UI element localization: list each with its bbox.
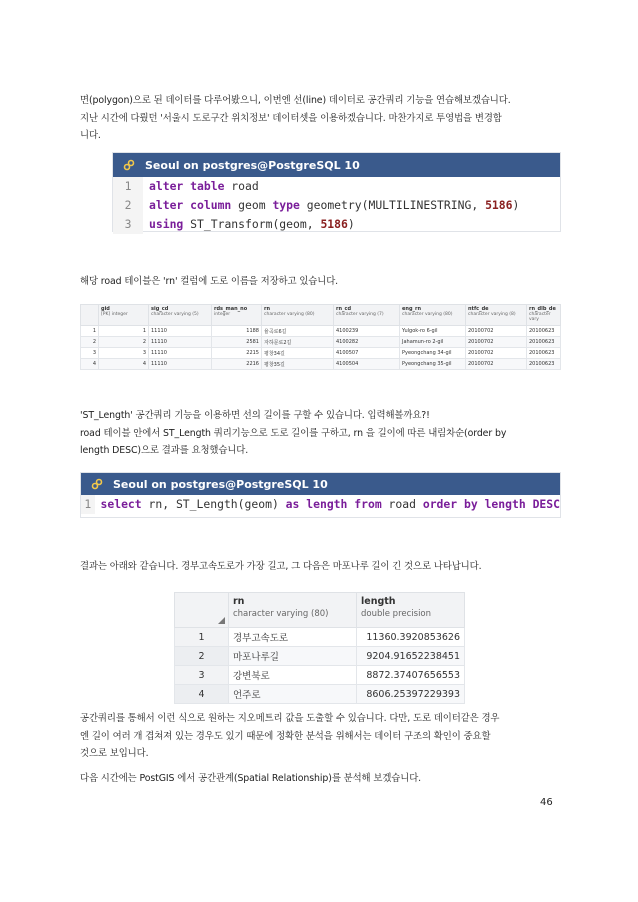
sql-editor-header-2 — [81, 473, 560, 495]
column-name: rn — [233, 596, 245, 607]
table-cell: 2216 — [212, 359, 262, 370]
connection-title: Seoul on postgres@PostgreSQL 10 — [145, 158, 360, 172]
sql-text: ) — [512, 198, 520, 212]
text-line: 결과는 아래와 같습니다. 경부고속도로가 가장 길고, 그 다음은 마포나루 길이 긴 것으로 나타납니다. — [80, 561, 482, 572]
result-data-grid — [174, 592, 464, 701]
column-name: ntfc_de — [468, 306, 489, 312]
table-cell: 1 — [99, 326, 149, 337]
line-number: 1 — [124, 179, 132, 193]
connection-title: Seoul on postgres@PostgreSQL 10 — [113, 477, 328, 491]
line-number-gutter — [81, 495, 95, 514]
table-cell: 4 — [81, 359, 99, 370]
sql-text: road — [381, 497, 423, 511]
column-name: rds_man_no — [214, 306, 248, 312]
table-cell: 20100623 — [527, 337, 561, 348]
column-name: eng_rn — [402, 306, 422, 312]
column-name: sig_cd — [151, 306, 169, 312]
table-cell: Jahamun-ro 2-gil — [400, 337, 466, 348]
column-name: rn_dlb_de — [529, 306, 556, 312]
text-line: 면(polygon)으로 된 데이터를 다루어봤으니, 이번엔 선(line) 데이터로 공간쿼리 기능을 연습해보겠습니다. — [80, 95, 511, 106]
text-line: 해당 road 테이블은 'rn' 컬럼에 도로 이름을 저장하고 있습니다. — [80, 276, 339, 287]
line-number-gutter — [113, 177, 143, 234]
sql-text: ST_Transform(geom, — [183, 217, 321, 231]
table-cell: 4 — [99, 359, 149, 370]
column-header — [229, 593, 357, 628]
table-cell: 2 — [99, 337, 149, 348]
table-cell: Pyeongchang 35-gil — [400, 359, 466, 370]
column-name: gid — [101, 306, 110, 312]
sql-number: 5186 — [320, 217, 348, 231]
table-row — [175, 685, 465, 704]
table-row — [175, 628, 465, 647]
column-type: character varying (80) — [402, 312, 453, 317]
text-line: 다음 시간에는 PostGIS 에서 공간관계(Spatial Relationship)를 분석해 보겠습니다. — [80, 773, 422, 784]
table-cell: 20100702 — [466, 326, 527, 337]
column-name: rn — [264, 306, 271, 312]
connection-icon — [81, 478, 113, 490]
table-cell: 11110 — [149, 348, 212, 359]
column-type: character varying (8) — [468, 312, 516, 317]
table-cell: 2215 — [212, 348, 262, 359]
row-number: 1 — [175, 628, 229, 647]
next-topic-paragraph — [80, 770, 560, 788]
column-type: character varying (80) — [264, 312, 315, 317]
sql-keyword: alter column — [149, 198, 232, 212]
table-cell: 2581 — [212, 337, 262, 348]
row-number: 4 — [175, 685, 229, 704]
code-line — [149, 215, 519, 234]
table-cell: 4100507 — [334, 348, 400, 359]
table-row — [175, 647, 465, 666]
table-cell: 평창35길 — [262, 359, 334, 370]
length-cell: 8606.25397229393 — [357, 685, 465, 704]
table-cell: 20100623 — [527, 326, 561, 337]
column-header — [149, 305, 212, 326]
sql-text: geom — [231, 198, 273, 212]
text-line: length DESC)으로 결과를 요청했습니다. — [80, 445, 249, 457]
road-name-cell: 경부고속도로 — [229, 628, 357, 647]
road-name-cell: 언주로 — [229, 685, 357, 704]
table-cell: Yulgok-ro 6-gil — [400, 326, 466, 337]
text-line: road 테이블 안에서 ST_Length 쿼리기능으로 도로 길이를 구하고, rn 을 길이에 따른 내림차순(order by — [80, 427, 507, 439]
sql-editor-panel-2 — [80, 472, 561, 518]
sql-keyword: using — [149, 217, 184, 231]
sql-text: road — [224, 179, 259, 193]
column-name: rn_cd — [336, 306, 352, 312]
sql-keyword: as length from — [285, 497, 382, 511]
column-header — [212, 305, 262, 326]
column-header — [357, 593, 465, 628]
column-type: character varying (7) — [336, 312, 384, 317]
table-row — [81, 359, 561, 370]
table-row — [175, 666, 465, 685]
sql-keyword: type — [272, 198, 300, 212]
code-line — [149, 196, 519, 215]
column-header — [99, 305, 149, 326]
column-header — [527, 305, 561, 326]
sql-text: ) — [347, 217, 355, 231]
page-number: 46 — [540, 797, 553, 808]
column-type: character vary — [529, 312, 551, 322]
sql-keyword: order by length DESC — [422, 497, 560, 511]
column-header — [466, 305, 527, 326]
column-header — [400, 305, 466, 326]
code-line — [149, 177, 519, 196]
table-cell: 2 — [81, 337, 99, 348]
code-line — [101, 495, 561, 514]
length-cell: 8872.37407656553 — [357, 666, 465, 685]
column-type: integer — [214, 312, 231, 317]
length-cell: 9204.91652238451 — [357, 647, 465, 666]
column-header — [262, 305, 334, 326]
table-row — [81, 348, 561, 359]
column-name: length — [361, 596, 396, 607]
line-number: 1 — [84, 497, 92, 511]
table-cell: 자하문로2길 — [262, 337, 334, 348]
road-table-paragraph — [80, 273, 560, 291]
table-cell: 20100623 — [527, 359, 561, 370]
text-line: 것으로 보입니다. — [80, 748, 149, 760]
road-name-cell: 강변북로 — [229, 666, 357, 685]
table-cell: 4100282 — [334, 337, 400, 348]
text-line: 'ST_Length' 공간쿼리 기능을 이용하면 선의 길이를 구할 수 있습니다. 입력해볼까요?! — [80, 410, 430, 421]
table-cell: Pyeongchang 34-gil — [400, 348, 466, 359]
table-cell: 1 — [81, 326, 99, 337]
sql-keyword: alter table — [149, 179, 225, 193]
table-cell: 평창34길 — [262, 348, 334, 359]
table-cell: 20100702 — [466, 359, 527, 370]
sql-number: 5186 — [485, 198, 513, 212]
table-row — [81, 337, 561, 348]
text-line: 공간쿼리를 통해서 이런 식으로 원하는 지오메트리 값을 도출할 수 있습니다. 다만, 도로 데이터같은 경우 — [80, 713, 500, 724]
column-type: character varying (5) — [151, 312, 199, 317]
table-cell: 11110 — [149, 337, 212, 348]
column-type: [PK] integer — [101, 312, 128, 317]
table-cell: 20100702 — [466, 348, 527, 359]
connection-icon — [113, 159, 145, 171]
row-number: 3 — [175, 666, 229, 685]
line-number: 3 — [124, 217, 132, 231]
table-cell: 3 — [99, 348, 149, 359]
intro-paragraph — [80, 92, 560, 145]
table-cell: 11110 — [149, 359, 212, 370]
table-cell: 20100702 — [466, 337, 527, 348]
table-cell: 1188 — [212, 326, 262, 337]
table-cell: 20100623 — [527, 348, 561, 359]
line-number: 2 — [124, 198, 132, 212]
sql-text: geometry(MULTILINESTRING, — [299, 198, 486, 212]
column-type: character varying (80) — [233, 609, 329, 619]
table-cell: 11110 — [149, 326, 212, 337]
length-intro-paragraph — [80, 407, 560, 460]
text-line: 엔 길이 여러 개 겹쳐져 있는 경우도 있기 때문에 정확한 분석을 위해서는 데이터 구조의 확인이 중요할 — [80, 730, 491, 742]
sql-text: rn, ST_Length(geom) — [141, 497, 286, 511]
text-line: 지난 시간에 다뤘던 '서울시 도로구간 위치정보' 데이터셋을 이용하겠습니다. 마찬가지로 투영법을 변경합 — [80, 112, 502, 124]
length-cell: 11360.3920853626 — [357, 628, 465, 647]
row-number: 2 — [175, 647, 229, 666]
table-cell: 3 — [81, 348, 99, 359]
table-cell: 4100504 — [334, 359, 400, 370]
road-name-cell: 마포나루길 — [229, 647, 357, 666]
sql-code[interactable] — [95, 495, 561, 514]
sql-editor-header — [113, 153, 560, 177]
table-cell: 4100239 — [334, 326, 400, 337]
sql-code[interactable] — [143, 177, 519, 234]
result-description-paragraph — [80, 558, 560, 576]
row-header-corner — [175, 593, 229, 628]
table-row — [81, 326, 561, 337]
table-cell: 율곡로6길 — [262, 326, 334, 337]
conclusion-paragraph — [80, 710, 560, 763]
sql-keyword: select — [100, 497, 142, 511]
column-type: double precision — [361, 609, 432, 619]
road-data-grid — [80, 304, 560, 368]
column-header — [334, 305, 400, 326]
text-line: 니다. — [80, 130, 101, 142]
sql-editor-panel — [112, 152, 561, 232]
column-header — [81, 305, 99, 326]
